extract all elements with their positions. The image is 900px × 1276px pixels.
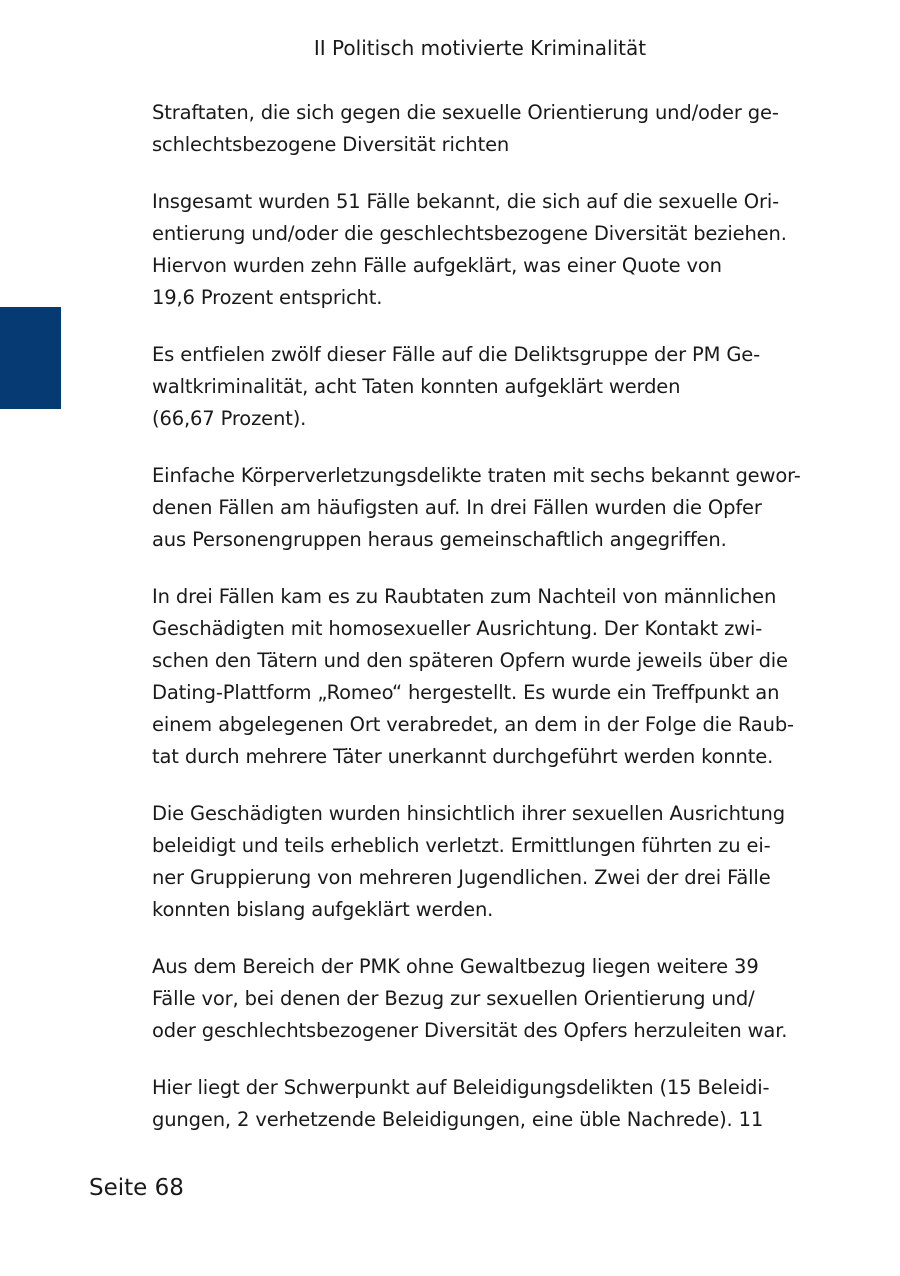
body-paragraph	[152, 1072, 812, 1136]
body-paragraph	[152, 186, 812, 314]
running-header: II Politisch motivierte Kriminalität	[313, 36, 647, 60]
body-paragraph	[152, 460, 812, 556]
text-line: denen Fällen am häufigsten auf. In drei Fällen wurden die Opfer	[152, 496, 762, 519]
text-line: In drei Fällen kam es zu Raubtaten zum Nachteil von männlichen	[152, 585, 777, 608]
text-line: Es entfielen zwölf dieser Fälle auf die Deliktsgruppe der PM Ge-	[152, 343, 761, 366]
body-paragraph	[152, 581, 812, 773]
text-line: Einfache Körperverletzungsdelikte traten mit sechs bekannt gewor-	[152, 464, 801, 487]
text-line: konnten bislang aufgeklärt werden.	[152, 898, 494, 921]
text-line: entierung und/oder die geschlechtsbezogene Diversität beziehen.	[152, 222, 787, 245]
chapter-side-marker	[0, 307, 61, 409]
text-line: Aus dem Bereich der PMK ohne Gewaltbezug liegen weitere 39	[152, 955, 759, 978]
text-line: waltkriminalität, acht Taten konnten aufgeklärt werden	[152, 375, 681, 398]
text-line: Die Geschädigten wurden hinsichtlich ihrer sexuellen Ausrichtung	[152, 802, 785, 825]
text-line: ner Gruppierung von mehreren Jugendlichen. Zwei der drei Fälle	[152, 866, 771, 889]
page-body	[152, 97, 812, 1161]
body-paragraph	[152, 339, 812, 435]
body-paragraph	[152, 798, 812, 926]
text-line: oder geschlechtsbezogener Diversität des Opfers herzuleiten war.	[152, 1019, 788, 1042]
text-line: schen den Tätern und den späteren Opfern wurde jeweils über die	[152, 649, 788, 672]
text-line: 19,6 Prozent entspricht.	[152, 286, 383, 309]
text-line: Straftaten, die sich gegen die sexuelle Orientierung und/oder ge-	[152, 101, 779, 124]
text-line: aus Personengruppen heraus gemeinschaftlich angegriffen.	[152, 528, 727, 551]
page-number: Seite 68	[89, 1175, 184, 1201]
text-line: tat durch mehrere Täter unerkannt durchgeführt werden konnte.	[152, 745, 774, 768]
text-line: Hier liegt der Schwerpunkt auf Beleidigungsdelikten (15 Beleidi-	[152, 1076, 770, 1099]
text-line: Insgesamt wurden 51 Fälle bekannt, die sich auf die sexuelle Ori-	[152, 190, 779, 213]
section-heading-paragraph	[152, 97, 812, 161]
text-line: einem abgelegenen Ort verabredet, an dem in der Folge die Raub-	[152, 713, 794, 736]
text-line: gungen, 2 verhetzende Beleidigungen, eine üble Nachrede). 11	[152, 1108, 764, 1131]
text-line: Dating-Plattform „Romeo“ hergestellt. Es wurde ein Treffpunkt an	[152, 681, 780, 704]
text-line: schlechtsbezogene Diversität richten	[152, 133, 510, 156]
text-line: (66,67 Prozent).	[152, 407, 307, 430]
text-line: Hiervon wurden zehn Fälle aufgeklärt, was einer Quote von	[152, 254, 722, 277]
body-paragraph	[152, 951, 812, 1047]
text-line: beleidigt und teils erheblich verletzt. Ermittlungen führten zu ei-	[152, 834, 771, 857]
text-line: Geschädigten mit homosexueller Ausrichtung. Der Kontakt zwi-	[152, 617, 763, 640]
text-line: Fälle vor, bei denen der Bezug zur sexuellen Orientierung und/	[152, 987, 755, 1010]
